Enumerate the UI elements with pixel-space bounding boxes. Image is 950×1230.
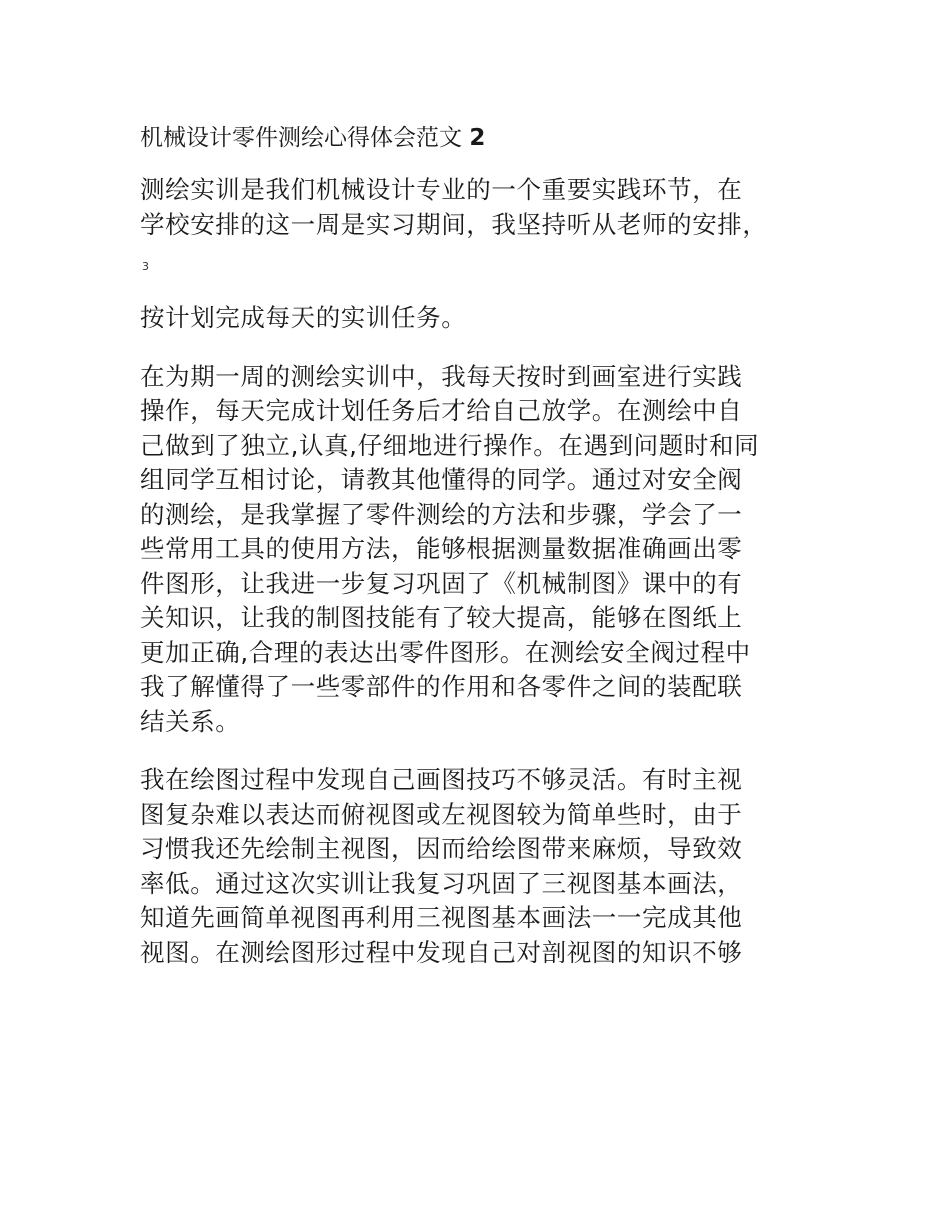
paragraph-intro: 测绘实训是我们机械设计专业的一个重要实践环节，在 学校安排的这一周是实习期间，我坚持听从老师的安排， [140, 175, 768, 239]
paragraph-spacer [140, 336, 812, 360]
title-text: 机械设计零件测绘心得体会范文 [140, 125, 470, 151]
title-number: 2 [469, 125, 486, 151]
paragraph-spacer [140, 739, 812, 763]
paragraph-drawing: 我在绘图过程中发现自己画图技巧不够灵活。有时主视 图复杂难以表达而俯视图或左视图较为简单些时，由于 习惯我还先绘制主视图，因而给绘图带来麻烦，导致效 率低。通过这次实训让我复习巩固了三视图基本画法， 知道先画简单视图再利用三视图基本画法一一完成其他 视图。在测绘图形过程中发现自己对剖视图的知识不够 [140, 765, 743, 967]
paragraph-training: 在为期一周的测绘实训中，我每天按时到画室进行实践 操作，每天完成计划任务后才给自己放学。在测绘中自 己做到了独立,认真,仔细地进行操作。在遇到问题时和同 组同学互相讨论，请教其他懂得的同学。通过对安全阀 的测绘，是我掌握了零件测绘的方法和步骤，学会了一 些常用工具的使用方法，能够根据测量数据准确画出零 件图形，让我进一步复习巩固了《机械制图》课中的有 关知识，让我的制图技能有了较大提高，能够在图纸上 更加正确,合理的表达出零件图形。在测绘安全阀过程中 我了解懂得了一些零部件的作用和各零件之间的装配联 结关系。 [140, 361, 760, 736]
page-number: 3 [142, 260, 149, 273]
document-page [140, 120, 812, 970]
paragraph-intro-continued: 按计划完成每天的实训任务。 [140, 303, 467, 332]
document-title [140, 120, 812, 156]
